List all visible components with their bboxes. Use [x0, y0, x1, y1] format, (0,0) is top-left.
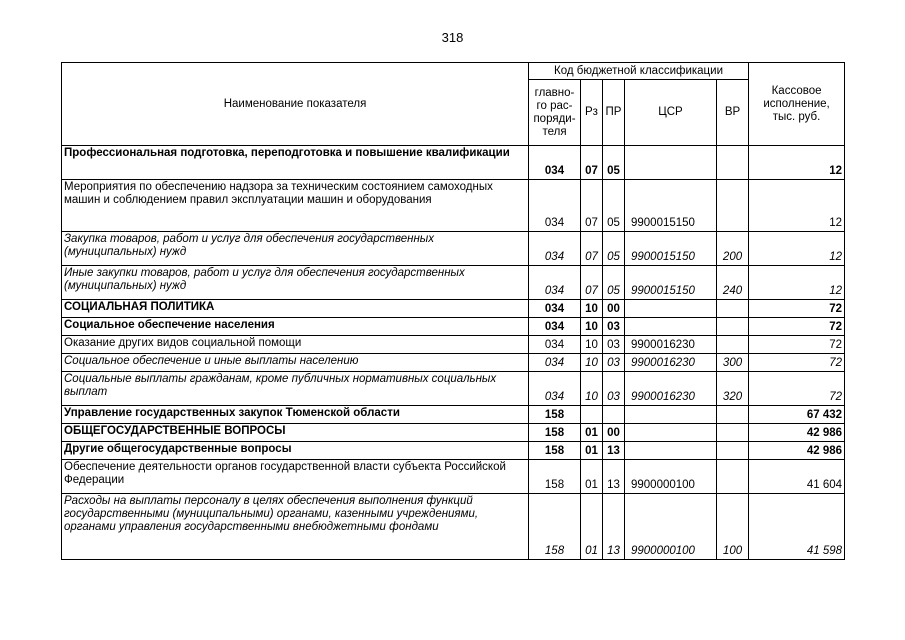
row-vr	[717, 180, 749, 232]
row-name: Социальное обеспечение населения	[62, 318, 529, 336]
row-name: Мероприятия по обеспечению надзора за техническим состоянием самоходных машин и соблюдением правил эксплуатации машин и оборудования	[62, 180, 529, 232]
row-glav: 158	[529, 442, 581, 460]
row-sum: 72	[749, 372, 845, 406]
row-glav: 034	[529, 146, 581, 180]
row-rz: 10	[581, 336, 603, 354]
row-rz: 01	[581, 424, 603, 442]
row-pr: 05	[603, 266, 625, 300]
header-sum: Кассовое исполнение, тыс. руб.	[749, 63, 845, 146]
page-number: 318	[441, 30, 464, 45]
header-vr: ВР	[717, 80, 749, 146]
header-name: Наименование показателя	[62, 63, 529, 146]
row-vr: 200	[717, 232, 749, 266]
row-pr: 03	[603, 372, 625, 406]
table-row	[62, 442, 845, 460]
row-vr	[717, 460, 749, 494]
row-csr	[625, 300, 717, 318]
table-row	[62, 318, 845, 336]
table-row	[62, 494, 845, 560]
table-row	[62, 424, 845, 442]
row-vr	[717, 424, 749, 442]
row-name: Социальные выплаты гражданам, кроме публичных нормативных социальных выплат	[62, 372, 529, 406]
row-sum: 41 598	[749, 494, 845, 560]
header-csr: ЦСР	[625, 80, 717, 146]
row-name: ОБЩЕГОСУДАРСТВЕННЫЕ ВОПРОСЫ	[62, 424, 529, 442]
row-glav: 034	[529, 300, 581, 318]
row-rz: 01	[581, 494, 603, 560]
row-vr	[717, 300, 749, 318]
row-csr: 9900016230	[625, 354, 717, 372]
row-rz: 01	[581, 442, 603, 460]
row-rz: 10	[581, 318, 603, 336]
row-rz: 01	[581, 460, 603, 494]
budget-table	[61, 62, 845, 560]
row-glav: 158	[529, 406, 581, 424]
row-name: Социальное обеспечение и иные выплаты населению	[62, 354, 529, 372]
row-csr: 9900016230	[625, 372, 717, 406]
row-csr: 9900015150	[625, 232, 717, 266]
row-pr	[603, 406, 625, 424]
row-pr: 03	[603, 354, 625, 372]
row-csr	[625, 424, 717, 442]
row-pr: 03	[603, 318, 625, 336]
row-sum: 72	[749, 336, 845, 354]
row-csr: 9900000100	[625, 494, 717, 560]
row-sum: 72	[749, 354, 845, 372]
row-csr	[625, 442, 717, 460]
row-pr: 13	[603, 442, 625, 460]
row-csr: 9900000100	[625, 460, 717, 494]
row-glav: 034	[529, 354, 581, 372]
row-vr	[717, 146, 749, 180]
row-glav: 034	[529, 372, 581, 406]
row-name: Обеспечение деятельности органов государственной власти субъекта Российской Федерации	[62, 460, 529, 494]
header-pr: ПР	[603, 80, 625, 146]
row-sum: 12	[749, 266, 845, 300]
header-rz: Рз	[581, 80, 603, 146]
row-pr: 13	[603, 494, 625, 560]
row-sum: 42 986	[749, 424, 845, 442]
row-name: Управление государственных закупок Тюменской области	[62, 406, 529, 424]
row-pr: 05	[603, 232, 625, 266]
row-vr	[717, 336, 749, 354]
row-rz: 10	[581, 300, 603, 318]
row-sum: 72	[749, 300, 845, 318]
table-body	[62, 146, 845, 560]
row-pr: 05	[603, 180, 625, 232]
row-pr: 03	[603, 336, 625, 354]
row-rz: 07	[581, 232, 603, 266]
row-vr	[717, 318, 749, 336]
row-glav: 034	[529, 318, 581, 336]
row-pr: 13	[603, 460, 625, 494]
row-name: Иные закупки товаров, работ и услуг для обеспечения государственных (муниципальных) нужд	[62, 266, 529, 300]
table-row	[62, 406, 845, 424]
row-vr	[717, 442, 749, 460]
row-rz: 07	[581, 266, 603, 300]
row-name: Расходы на выплаты персоналу в целях обеспечения выполнения функций государственными (муниципальными) органами, казенными учреждениями, органами управления государственными внебюджетными фондами	[62, 494, 529, 560]
row-pr: 00	[603, 424, 625, 442]
table-row	[62, 372, 845, 406]
row-glav: 034	[529, 232, 581, 266]
row-name: Профессиональная подготовка, переподготовка и повышение квалификации	[62, 146, 529, 180]
row-vr: 300	[717, 354, 749, 372]
row-csr	[625, 406, 717, 424]
row-glav: 158	[529, 460, 581, 494]
table-row	[62, 460, 845, 494]
row-glav: 034	[529, 266, 581, 300]
row-glav: 158	[529, 424, 581, 442]
row-csr: 9900016230	[625, 336, 717, 354]
row-rz: 07	[581, 180, 603, 232]
table-row	[62, 266, 845, 300]
row-vr: 240	[717, 266, 749, 300]
row-sum: 42 986	[749, 442, 845, 460]
table-row	[62, 336, 845, 354]
table-row	[62, 146, 845, 180]
row-name: СОЦИАЛЬНАЯ ПОЛИТИКА	[62, 300, 529, 318]
row-glav: 158	[529, 494, 581, 560]
row-glav: 034	[529, 336, 581, 354]
row-vr	[717, 406, 749, 424]
row-sum: 12	[749, 146, 845, 180]
table-row	[62, 354, 845, 372]
row-sum: 67 432	[749, 406, 845, 424]
row-pr: 05	[603, 146, 625, 180]
row-sum: 72	[749, 318, 845, 336]
row-rz	[581, 406, 603, 424]
header-glav: главно-го рас-поряди-теля	[529, 80, 581, 146]
row-rz: 07	[581, 146, 603, 180]
row-csr	[625, 318, 717, 336]
row-sum: 12	[749, 232, 845, 266]
row-csr: 9900015150	[625, 180, 717, 232]
table-row	[62, 232, 845, 266]
row-pr: 00	[603, 300, 625, 318]
row-name: Закупка товаров, работ и услуг для обеспечения государственных (муниципальных) нужд	[62, 232, 529, 266]
row-sum: 41 604	[749, 460, 845, 494]
row-rz: 10	[581, 354, 603, 372]
row-name: Другие общегосударственные вопросы	[62, 442, 529, 460]
header-code-group: Код бюджетной классификации	[529, 63, 749, 80]
row-vr: 320	[717, 372, 749, 406]
row-csr: 9900015150	[625, 266, 717, 300]
row-rz: 10	[581, 372, 603, 406]
row-sum: 12	[749, 180, 845, 232]
table-row	[62, 300, 845, 318]
row-glav: 034	[529, 180, 581, 232]
table-row	[62, 180, 845, 232]
row-csr	[625, 146, 717, 180]
row-name: Оказание других видов социальной помощи	[62, 336, 529, 354]
row-vr: 100	[717, 494, 749, 560]
